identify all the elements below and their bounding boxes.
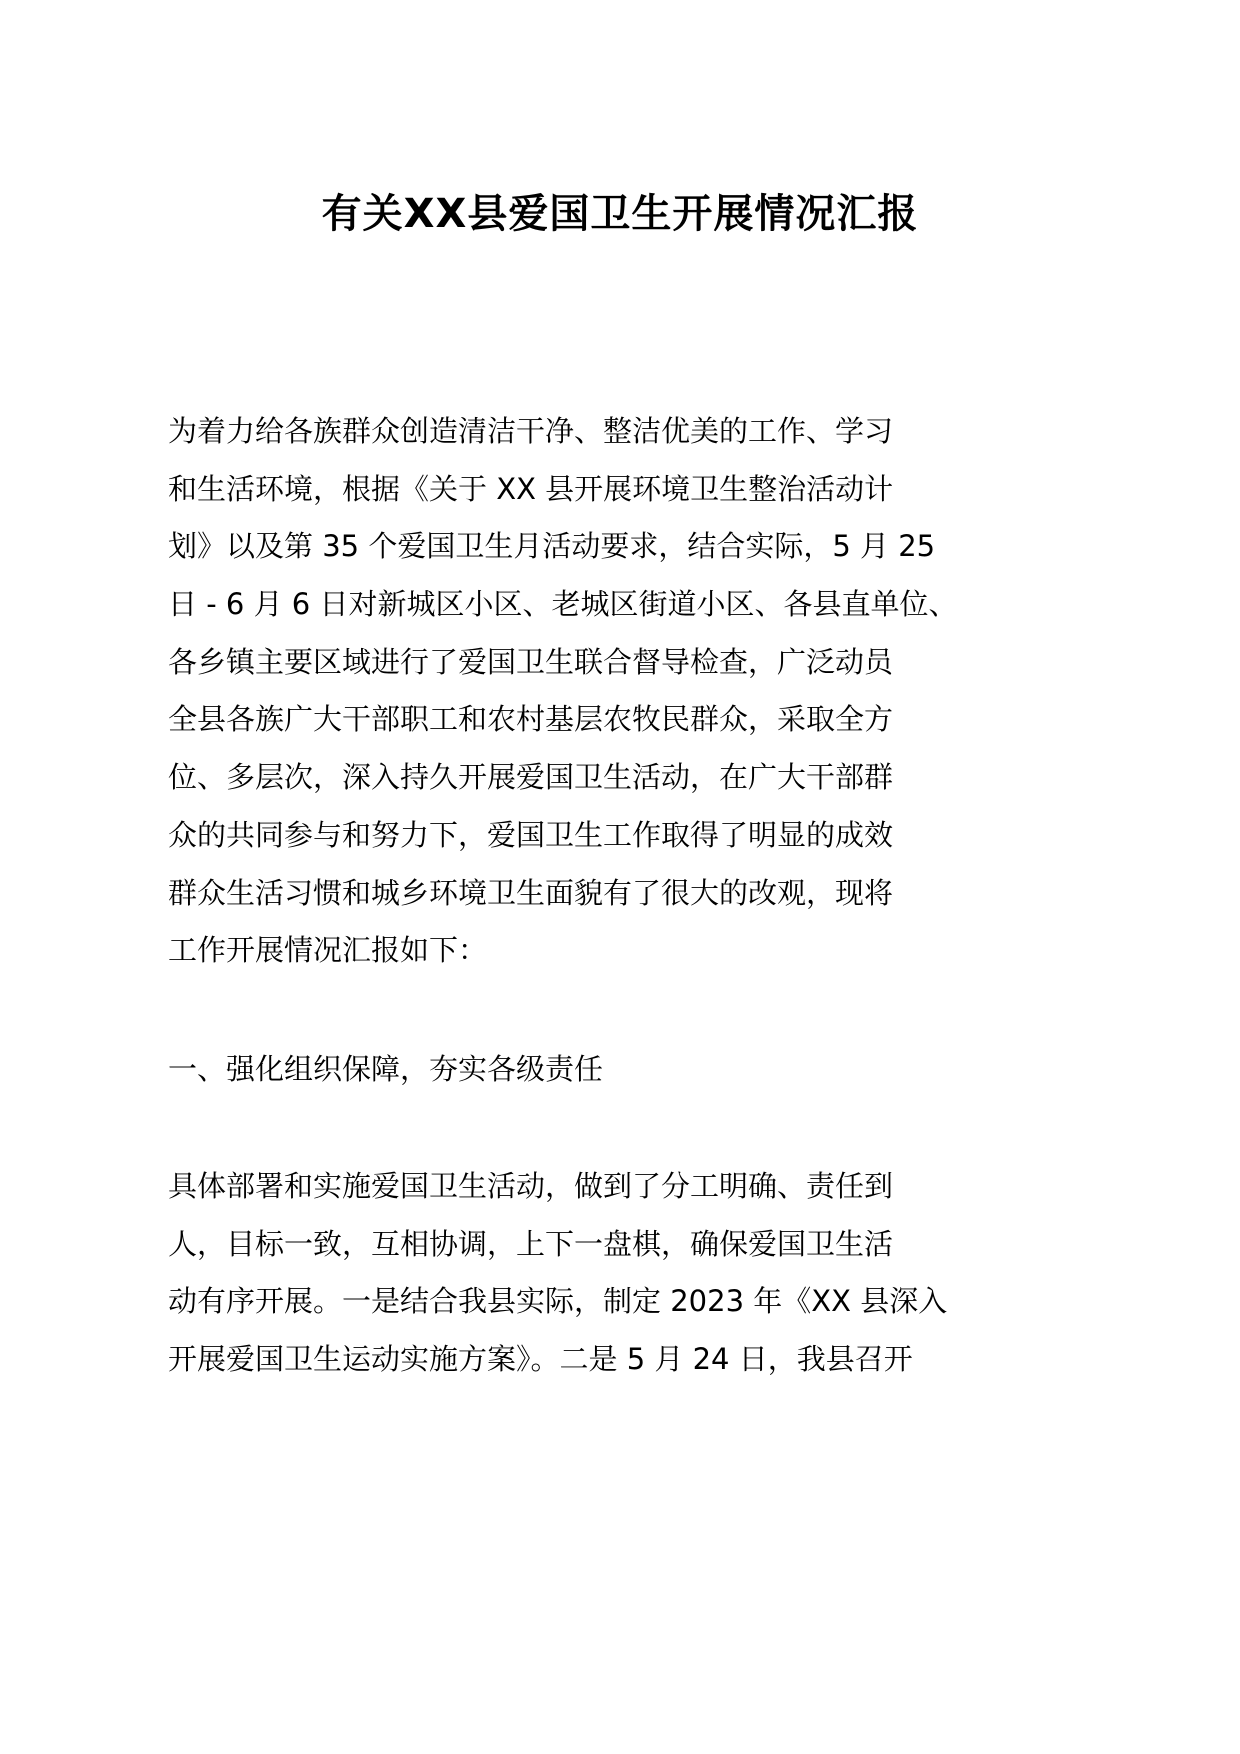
text-line: 开展爱国卫生运动实施方案》。二是 5 月 24 日，我县召开: [168, 1342, 913, 1377]
text-line: 具体部署和实施爱国卫生活动，做到了分工明确、责任到: [168, 1169, 894, 1203]
text-line: 全县各族广大干部职工和农村基层农牧民群众，采取全方: [168, 702, 894, 737]
intro-paragraph: [168, 403, 1068, 980]
text-line: 日 - 6 月 6 日对新城区小区、老城区街道小区、各县直单位、: [168, 587, 958, 622]
section-heading-text: 一、强化组织保障，夯实各级责任: [168, 1052, 604, 1086]
text-line: 各乡镇主要区域进行了爱国卫生联合督导检查，广泛动员: [168, 644, 894, 679]
text-line: 和生活环境，根据《关于 XX 县开展环境卫生整治活动计: [168, 471, 894, 506]
text-line: 位、多层次，深入持久开展爱国卫生活动，在广大干部群: [168, 760, 894, 795]
text-line: 动有序开展。一是结合我县实际，制定 2023 年《XX 县深入: [168, 1284, 948, 1319]
document-title: 有关XX县爱国卫生开展情况汇报: [321, 191, 919, 237]
text-line: 为着力给各族群众创造清洁干净、整洁优美的工作、学习: [168, 414, 894, 448]
text-line: 人，目标一致，互相协调，上下一盘棋，确保爱国卫生活: [168, 1226, 894, 1261]
text-line: 众的共同参与和努力下，爱国卫生工作取得了明显的成效: [168, 817, 894, 852]
text-line: 工作开展情况汇报如下：: [168, 933, 488, 968]
section-heading: [168, 1041, 1068, 1099]
section-paragraph: [168, 1158, 1068, 1389]
text-line: 划》以及第 35 个爱国卫生月活动要求，结合实际，5 月 25: [168, 529, 936, 564]
text-line: 群众生活习惯和城乡环境卫生面貌有了很大的改观，现将: [168, 875, 894, 910]
